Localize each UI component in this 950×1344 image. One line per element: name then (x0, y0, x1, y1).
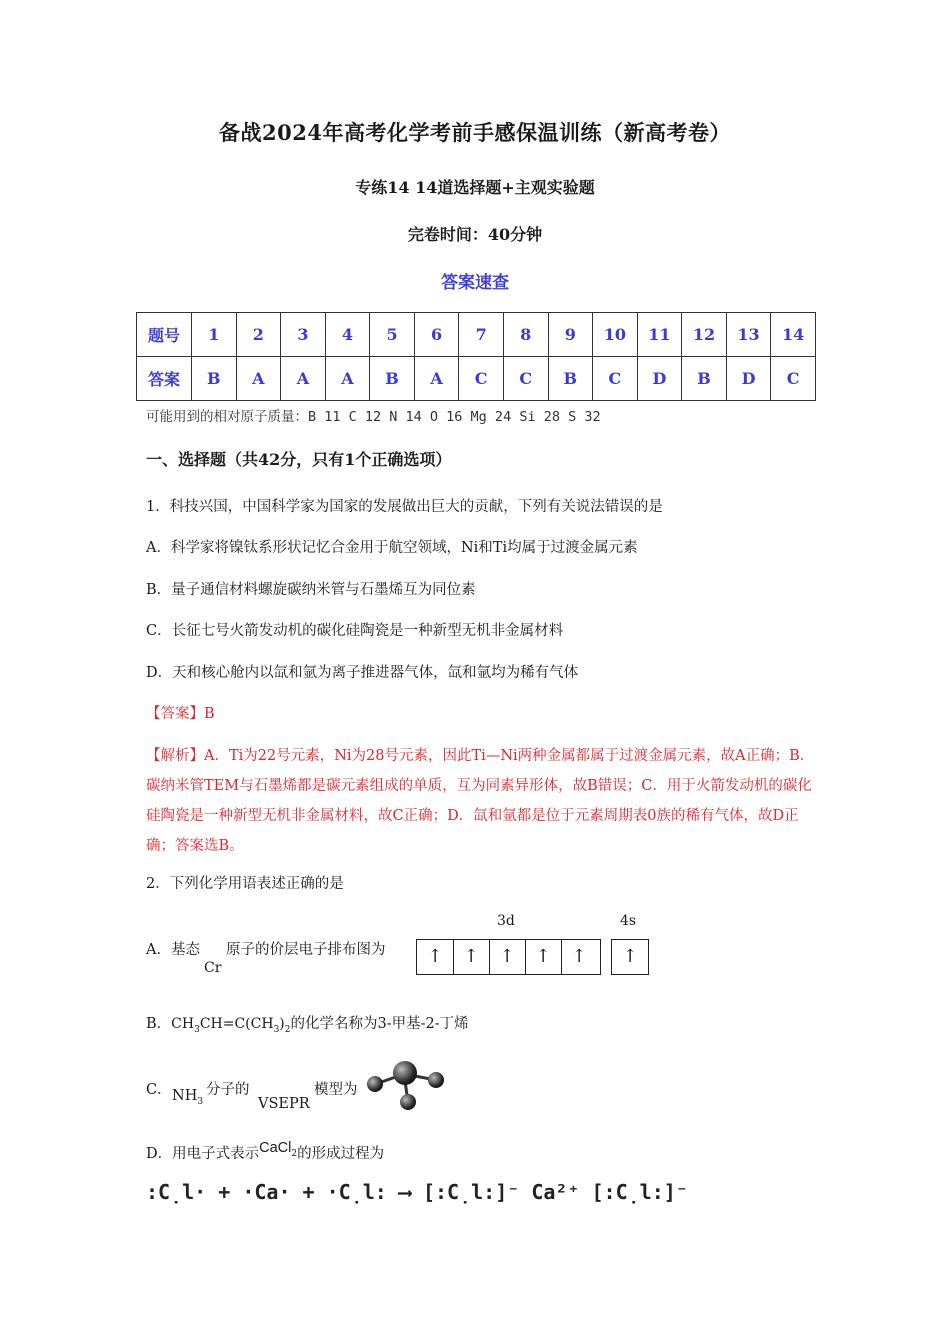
option-d-prefix: D．用电子式表示 (146, 1146, 260, 1162)
table-cell: 14 (771, 313, 816, 357)
table-cell: 2 (236, 313, 281, 357)
q2-option-a-suffix: 原子的价层电子排布图为 (226, 942, 386, 958)
table-cell: B (192, 357, 237, 401)
table-cell: A (325, 357, 370, 401)
table-row (137, 313, 816, 357)
table-cell: 13 (726, 313, 771, 357)
q2-option-c-prefix: C． (146, 1082, 172, 1098)
quick-answers-title: 答案速查 (441, 273, 509, 293)
document-subtitle: 专练14 14道选择题+主观实验题 (355, 178, 595, 197)
electron-dot-equation: :C̣l· + ·Ca· + ·C̣l: ⟶ [:C̣l:]⁻ Ca²⁺ [:C̣l:]⁻ (146, 1180, 688, 1204)
orbital-box: ↑ (453, 940, 490, 974)
orbital-box: ↑ (571, 946, 587, 967)
nh3-formula (172, 1088, 203, 1107)
label-3d: 3d (497, 913, 515, 929)
table-cell: C (771, 357, 816, 401)
orbital-4s-box (611, 939, 649, 975)
table-cell: C (593, 357, 638, 401)
table-cell: 10 (593, 313, 638, 357)
option-b-suffix: 的化学名称为3-甲基-2-丁烯 (290, 1016, 469, 1032)
atomic-masses: 可能用到的相对原子质量：B 11 C 12 N 14 O 16 Mg 24 Si 28 S 32 (146, 409, 601, 425)
formula-sub: 2 (284, 1024, 291, 1035)
formula-part: CH=C(CH (199, 1016, 274, 1032)
formula-part: CaCl (259, 1140, 292, 1156)
vsepr-model-image (364, 1058, 454, 1114)
option-d-suffix: 的形成过程为 (297, 1146, 385, 1162)
table-cell: C (503, 357, 548, 401)
orbital-box: ↑ (417, 940, 454, 974)
table-cell: B (682, 357, 727, 401)
central-atom (393, 1061, 417, 1085)
orbital-box: ↑ (622, 946, 638, 967)
row-label-number: 题号 (137, 313, 192, 357)
table-cell: D (637, 357, 682, 401)
table-cell: B (370, 357, 415, 401)
table-cell: 4 (325, 313, 370, 357)
label-4s: 4s (620, 913, 637, 929)
table-cell: A (414, 357, 459, 401)
q2-option-c-mid: 分子的 (206, 1082, 250, 1098)
q1-stem: 1．科技兴国，中国科学家为国家的发展做出巨大的贡献，下列有关说法错误的是 (146, 499, 663, 515)
q1-option-c: C．长征七号火箭发动机的碳化硅陶瓷是一种新型无机非金属材料 (146, 623, 564, 639)
table-cell: 7 (459, 313, 504, 357)
table-cell: 5 (370, 313, 415, 357)
q2-option-b (146, 1012, 469, 1035)
q1-option-a: A．科学家将镍钛系形状记忆合金用于航空领域，Ni和Ti均属于过渡金属元素 (146, 540, 638, 556)
q1-answer: 【答案】B (146, 706, 215, 722)
cr-symbol: Cr (204, 960, 222, 976)
formula-sub: 2 (291, 1148, 298, 1159)
vsepr-label: VSEPR (258, 1096, 310, 1112)
q1-option-d: D．天和核心舱内以氙和氩为离子推进器气体，氙和氩均为稀有气体 (146, 665, 579, 681)
formula-part: NH (172, 1088, 198, 1104)
table-cell: C (459, 357, 504, 401)
table-cell: 9 (548, 313, 593, 357)
table-cell: 8 (503, 313, 548, 357)
document-title: 备战2024年高考化学考前手感保温训练（新高考卷） (219, 120, 731, 145)
q2-stem: 2．下列化学用语表述正确的是 (146, 876, 344, 892)
q2-option-c-suffix: 模型为 (314, 1082, 358, 1098)
answer-table (136, 312, 816, 401)
section-heading: 一、选择题（共42分，只有1个正确选项） (146, 450, 452, 469)
formula-sub: 3 (273, 1024, 280, 1035)
q2-option-d (146, 1142, 384, 1165)
table-row (137, 357, 816, 401)
q1-option-b: B．量子通信材料螺旋碳纳米管与石墨烯互为同位素 (146, 582, 476, 598)
row-label-answer: 答案 (137, 357, 192, 401)
orbital-3d-boxes (416, 939, 601, 975)
orbital-box: ↑ (525, 940, 562, 974)
formula-part: CH (171, 1016, 195, 1032)
table-cell: 3 (281, 313, 326, 357)
q1-explanation: 【解析】A．Ti为22号元素，Ni为28号元素，因此Ti—Ni两种金属都属于过渡金属元素，故A正确；B．碳纳米管TEM与石墨烯都是碳元素组成的单质，互为同素异形体，故B错误；C．用于火箭发动机的碳化硅陶瓷是一种新型无机非金属材料，故C正确；D．氙和氩都是位于元素周期表0族的稀有气体，故D正确；答案选B。 (146, 748, 815, 854)
table-cell: 6 (414, 313, 459, 357)
h-atom (428, 1072, 444, 1088)
q2-option-a-prefix: A．基态 (146, 942, 200, 958)
h-atom (367, 1076, 383, 1092)
table-cell: B (548, 357, 593, 401)
table-cell: 11 (637, 313, 682, 357)
formula-sub: 3 (197, 1096, 204, 1107)
formula-part: ) (279, 1016, 285, 1032)
table-cell: A (281, 357, 326, 401)
table-cell: 12 (682, 313, 727, 357)
table-cell: 1 (192, 313, 237, 357)
time-limit: 完卷时间：40分钟 (407, 225, 543, 244)
orbital-box: ↑ (489, 940, 526, 974)
table-cell: A (236, 357, 281, 401)
h-atom (400, 1094, 416, 1110)
table-cell: D (726, 357, 771, 401)
option-b-prefix: B． (146, 1016, 172, 1032)
formula-sub: 3 (194, 1024, 200, 1035)
